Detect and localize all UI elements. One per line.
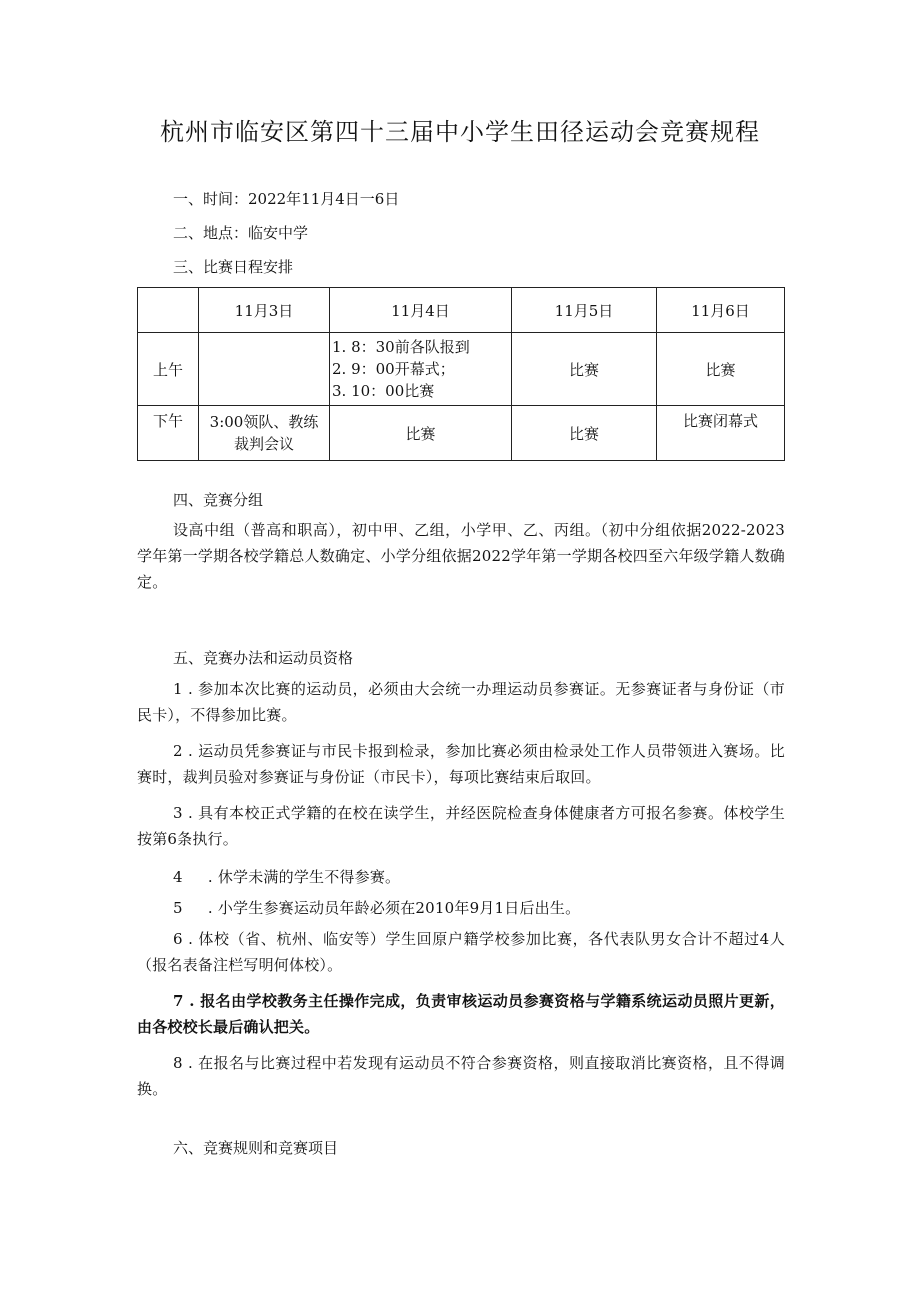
section-time: 一、时间：2022年11月4日一6日 — [173, 190, 400, 208]
morning-nov4 — [330, 333, 512, 406]
afternoon-nov3-line: 裁判会议 — [233, 435, 294, 453]
morning-nov5: 比赛 — [512, 333, 657, 406]
header-nov4: 11月4日 — [330, 288, 512, 333]
section-schedule-heading: 三、比赛日程安排 — [173, 258, 294, 276]
rule-item-2: 2 . 运动员凭参赛证与市民卡报到检录，参加比赛必须由检录处工作人员带领进入赛场。比赛时，裁判员验对参赛证与身份证（市民卡），每项比赛结束后取回。 — [137, 742, 785, 786]
afternoon-label: 下午 — [138, 406, 199, 461]
morning-nov6: 比赛 — [657, 333, 785, 406]
schedule-afternoon-row — [138, 406, 785, 461]
afternoon-nov6: 比赛闭幕式 — [657, 406, 785, 461]
rule-item-7: 7 . 报名由学校教务主任操作完成，负责审核运动员参赛资格与学籍系统运动员照片更新，由各校校长最后确认把关。 — [137, 992, 785, 1036]
morning-nov4-item: 2. 9：00开幕式； — [332, 360, 455, 378]
header-blank — [138, 288, 199, 333]
morning-nov3 — [199, 333, 330, 406]
header-nov5: 11月5日 — [512, 288, 657, 333]
section-grouping-text: 设高中组（普高和职高），初中甲、乙组，小学甲、乙、丙组。（初中分组依据2022-2023学年第一学期各校学籍总人数确定、小学分组依据2022学年第一学期各校四至六年级学籍人数确定。 — [137, 521, 785, 591]
section-competition-heading: 六、竞赛规则和竞赛项目 — [173, 1139, 339, 1157]
document-title: 杭州市临安区第四十三届中小学生田径运动会竞赛规程 — [160, 118, 760, 146]
schedule-table — [137, 287, 785, 461]
section-rules-heading: 五、竞赛办法和运动员资格 — [173, 649, 354, 667]
rule-item-8: 8 . 在报名与比赛过程中若发现有运动员不符合参赛资格，则直接取消比赛资格，且不得调换。 — [137, 1054, 785, 1098]
rule-item-6: 6 . 体校（省、杭州、临安等）学生回原户籍学校参加比赛，各代表队男女合计不超过4人（报名表备注栏写明何体校）。 — [137, 930, 785, 974]
afternoon-nov3 — [199, 406, 330, 461]
rule-item-1: 1 . 参加本次比赛的运动员，必须由大会统一办理运动员参赛证。无参赛证者与身份证（市民卡），不得参加比赛。 — [137, 680, 785, 724]
afternoon-nov3-line: 3:00领队、教练 — [209, 413, 319, 431]
rule-item-4: 4 . 休学未满的学生不得参赛。 — [173, 868, 401, 886]
afternoon-nov4: 比赛 — [330, 406, 512, 461]
header-nov6: 11月6日 — [657, 288, 785, 333]
section-location: 二、地点：临安中学 — [173, 224, 309, 242]
header-nov3: 11月3日 — [199, 288, 330, 333]
afternoon-nov5: 比赛 — [512, 406, 657, 461]
morning-label: 上午 — [138, 333, 199, 406]
schedule-header-row — [138, 288, 785, 333]
rule-item-5: 5 . 小学生参赛运动员年龄必须在2010年9月1日后出生。 — [173, 899, 581, 917]
section-grouping-heading: 四、竞赛分组 — [173, 491, 264, 509]
morning-nov4-item: 3. 10：00比赛 — [332, 382, 435, 400]
morning-nov4-item: 1. 8：30前各队报到 — [332, 338, 470, 356]
schedule-morning-row — [138, 333, 785, 406]
rule-item-3: 3 . 具有本校正式学籍的在校在读学生，并经医院检查身体健康者方可报名参赛。体校学生按第6条执行。 — [137, 804, 785, 848]
